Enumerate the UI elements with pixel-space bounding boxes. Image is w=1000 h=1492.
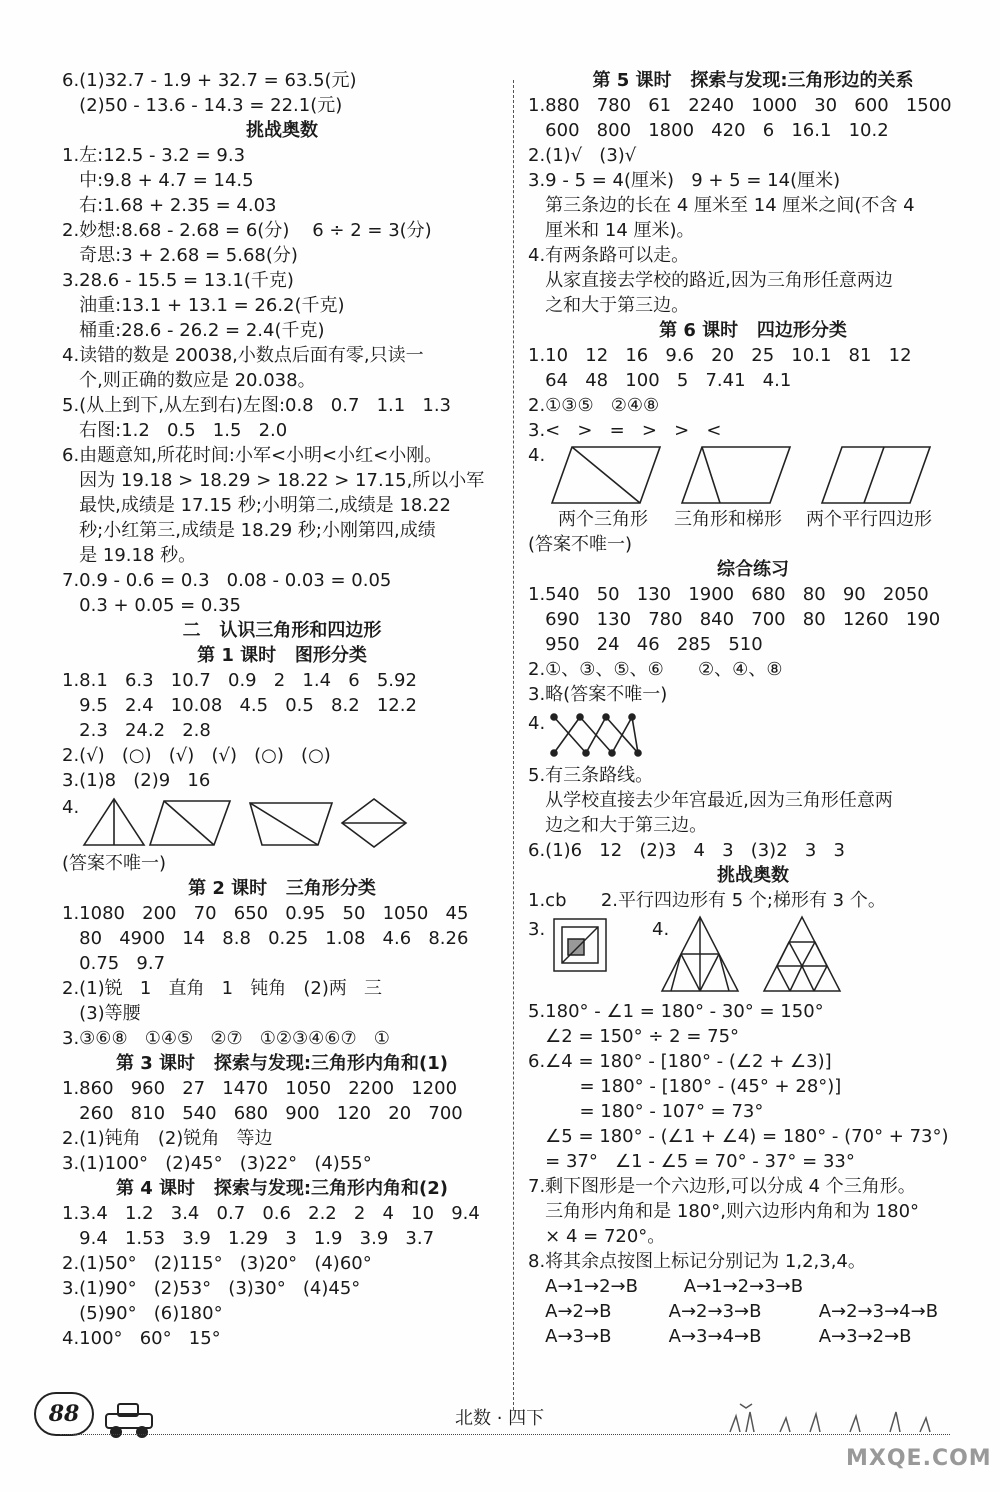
answer-line: 690 130 780 840 700 80 1260 190	[528, 609, 941, 630]
answer-line: (5)90° (6)180°	[62, 1303, 223, 1324]
answer-line: 1.540 50 130 1900 680 80 90 2050	[528, 584, 929, 605]
answer-line: 3.(1)100° (2)45° (3)22° (4)55°	[62, 1153, 372, 1174]
answer-line: 最快,成绩是 17.15 秒;小明第二,成绩是 18.22	[62, 495, 451, 516]
answer-line: 奇思:3 + 2.68 = 5.68(分)	[62, 245, 298, 266]
answer-line: (2)50 - 13.6 - 14.3 = 22.1(元)	[62, 95, 343, 116]
answer-note: (答案不唯一)	[528, 534, 633, 555]
page-footer	[0, 1392, 1000, 1452]
answer-line: 7.剩下图形是一个六边形,可以分成 4 个三角形。	[528, 1176, 916, 1197]
grass-decoration-icon	[720, 1396, 960, 1436]
answer-line: 3.28.6 - 15.5 = 13.1(千克)	[62, 270, 294, 291]
parallelogram-split-diagram	[528, 443, 978, 507]
answer-line: 第三条边的长在 4 厘米至 14 厘米之间(不含 4	[528, 195, 915, 216]
answer-line: 右:1.68 + 2.35 = 4.03	[62, 195, 277, 216]
question-number: 4.	[528, 445, 546, 466]
answer-line: 7.0.9 - 0.6 = 0.3 0.08 - 0.03 = 0.05	[62, 570, 392, 591]
caption: 两个三角形	[558, 509, 648, 530]
trapezoid-shape	[250, 803, 332, 845]
unit-heading: 二 认识三角形和四边形	[182, 620, 382, 641]
answer-line: 个,则正确的数应是 20.038。	[62, 370, 316, 391]
answer-line: 2.①、③、⑤、⑥ ②、④、⑧	[528, 659, 783, 680]
answer-line: 1.10 12 16 9.6 20 25 10.1 81 12	[528, 345, 912, 366]
caption: 两个平行四边形	[806, 509, 932, 530]
answer-line: 1.8.1 6.3 10.7 0.9 2 1.4 6 5.92	[62, 670, 417, 691]
parallelogram-figures	[528, 443, 978, 507]
lesson-heading: 第 6 课时 四边形分类	[659, 320, 847, 341]
challenge-diagrams	[528, 913, 978, 999]
footer-rule	[60, 1434, 950, 1435]
diagonal-line	[572, 447, 640, 503]
question-number: 3.	[528, 919, 546, 940]
answer-line: 260 810 540 680 900 120 20 700	[62, 1103, 463, 1124]
answer-line: 1.3.4 1.2 3.4 0.7 0.6 2.2 2 4 10 9.4	[62, 1203, 480, 1224]
answer-line: 8.将其余点按图上标记分别记为 1,2,3,4。	[528, 1251, 866, 1272]
answer-line: 之和大于第三边。	[528, 295, 690, 316]
answer-line: 1.1080 200 70 650 0.95 50 1050 45	[62, 903, 469, 924]
answer-line: 3.③⑥⑧ ①④⑤ ②⑦ ①②③④⑥⑦ ①	[62, 1028, 390, 1049]
answer-line: = 37° ∠1 - ∠5 = 70° - 37° = 33°	[528, 1151, 855, 1172]
answer-line: = 180° - [180° - (45° + 28°)]	[528, 1076, 842, 1097]
left-column	[62, 68, 502, 1351]
answer-line: 0.75 9.7	[62, 953, 166, 974]
answer-line: 9.4 1.53 3.9 1.29 3 1.9 3.9 3.7	[62, 1228, 435, 1249]
answer-line: 600 800 1800 420 6 16.1 10.2	[528, 120, 889, 141]
answer-line: 厘米和 14 厘米)。	[528, 220, 695, 241]
answer-line: 5.(从上到下,从左到右)左图:0.8 0.7 1.1 1.3	[62, 395, 452, 416]
answer-line: 6.由题意知,所花时间:小军<小明<小红<小刚。	[62, 445, 443, 466]
answer-line: (3)等腰	[62, 1003, 141, 1024]
answer-line: 1.左:12.5 - 3.2 = 9.3	[62, 145, 246, 166]
answer-line: A→1→2→B A→1→2→3→B	[528, 1276, 804, 1297]
question-number: 4.	[652, 919, 670, 940]
answer-line: A→3→B A→3→4→B A→3→2→B	[528, 1326, 912, 1347]
answer-line: 2.(√) (○) (√) (√) (○) (○)	[62, 745, 331, 766]
question-number: 4.	[528, 713, 546, 734]
answer-line: 3.< > = > > <	[528, 420, 722, 441]
answer-line: 5.180° - ∠1 = 180° - 30° = 150°	[528, 1001, 824, 1022]
answer-line: 1.cb 2.平行四边形有 5 个;梯形有 3 个。	[528, 890, 886, 911]
answer-line: 64 48 100 5 7.41 4.1	[528, 370, 792, 391]
answer-line: 6.∠4 = 180° - [180° - (∠2 + ∠3)]	[528, 1051, 832, 1072]
parallelogram-split-line	[164, 801, 214, 845]
answer-line: A→2→B A→2→3→B A→2→3→4→B	[528, 1301, 939, 1322]
answer-line: 桶重:28.6 - 26.2 = 2.4(千克)	[62, 320, 325, 341]
answer-line: 5.有三条路线。	[528, 765, 654, 786]
caption: 三角形和梯形	[674, 509, 782, 530]
answer-line: 从学校直接去少年宫最近,因为三角形任意两	[528, 790, 893, 811]
answer-line: 边之和大于第三边。	[528, 815, 708, 836]
answer-line: 6.(1)6 12 (2)3 4 3 (3)2 3 3	[528, 840, 845, 861]
answer-line: 4.读错的数是 20038,小数点后面有零,只读一	[62, 345, 424, 366]
answer-line: 2.(1)钝角 (2)锐角 等边	[62, 1128, 273, 1149]
shape-figures-left	[62, 793, 502, 851]
answer-line: 是 19.18 秒。	[62, 545, 197, 566]
lesson-heading: 第 4 课时 探索与发现:三角形内角和(2)	[115, 1178, 449, 1199]
watermark-text: MXQE.COM	[846, 1446, 992, 1471]
answer-line: 4.有两条路可以走。	[528, 245, 690, 266]
middle-cut-line	[864, 447, 884, 503]
answer-line: 2.3 24.2 2.8	[62, 720, 211, 741]
answer-note: (答案不唯一)	[62, 853, 167, 874]
figure-captions	[528, 507, 978, 532]
big-triangle-shape	[764, 917, 840, 991]
book-title: 北数 · 四下	[455, 1408, 545, 1429]
inner-square-shape	[568, 939, 584, 955]
lesson-heading: 第 2 课时 三角形分类	[188, 878, 376, 899]
answer-line: × 4 = 720°。	[528, 1226, 666, 1247]
answer-line: = 180° - 107° = 73°	[528, 1101, 764, 1122]
parallelogram-shape	[682, 447, 790, 503]
answer-line: 从家直接去学校的路近,因为三角形任意两边	[528, 270, 893, 291]
lesson-heading: 第 3 课时 探索与发现:三角形内角和(1)	[115, 1053, 449, 1074]
route-figure	[528, 707, 978, 763]
answer-line: 2.(1)50° (2)115° (3)20° (4)60°	[62, 1253, 372, 1274]
lesson-heading: 第 1 课时 图形分类	[197, 645, 367, 666]
right-column	[528, 68, 978, 1349]
answer-line: 1.860 960 27 1470 1050 2200 1200	[62, 1078, 458, 1099]
answer-line: 80 4900 14 8.8 0.25 1.08 4.6 8.26	[62, 928, 469, 949]
answer-line: 1.880 780 61 2240 1000 30 600 1500	[528, 95, 952, 116]
answer-line: 4.100° 60° 15°	[62, 1328, 221, 1349]
answer-line: 3.略(答案不唯一)	[528, 684, 668, 705]
answer-line: 右图:1.2 0.5 1.5 2.0	[62, 420, 288, 441]
answer-line: 2.(1)锐 1 直角 1 钝角 (2)两 三	[62, 978, 383, 999]
column-divider	[513, 80, 514, 1410]
challenge-figures	[528, 913, 978, 999]
answer-line: 2.妙想:8.68 - 2.68 = 6(分) 6 ÷ 2 = 3(分)	[62, 220, 432, 241]
answer-line: 中:9.8 + 4.7 = 14.5	[62, 170, 254, 191]
trapezoid-cut-line	[702, 447, 720, 503]
page-number: 88	[34, 1392, 94, 1436]
divided-shapes-diagram	[62, 793, 502, 851]
answer-line: 3.(1)8 (2)9 16	[62, 770, 211, 791]
answer-line: 6.(1)32.7 - 1.9 + 32.7 = 63.5(元)	[62, 70, 357, 91]
section-heading: 综合练习	[717, 559, 789, 580]
parallelogram-shape	[822, 447, 930, 503]
answer-line: 2.①③⑤ ②④⑧	[528, 395, 660, 416]
answer-line: ∠2 = 150° ÷ 2 = 75°	[528, 1026, 740, 1047]
answer-line: 因为 19.18 > 18.29 > 18.22 > 17.15,所以小军	[62, 470, 485, 491]
answer-line: 3.(1)90° (2)53° (3)30° (4)45°	[62, 1278, 361, 1299]
section-heading: 挑战奥数	[246, 120, 318, 141]
answer-line: 3.9 - 5 = 4(厘米) 9 + 5 = 14(厘米)	[528, 170, 841, 191]
answer-line: 三角形内角和是 180°,则六边形内角和为 180°	[528, 1201, 920, 1222]
answer-line: 秒;小红第三,成绩是 18.29 秒;小刚第四,成绩	[62, 520, 436, 541]
question-number: 4.	[62, 797, 80, 818]
answer-line: 950 24 46 285 510	[528, 634, 763, 655]
answer-line: 0.3 + 0.05 = 0.35	[62, 595, 241, 616]
answer-line: 9.5 2.4 10.08 4.5 0.5 8.2 12.2	[62, 695, 417, 716]
crossing-lines-diagram	[528, 707, 728, 763]
answer-line: ∠5 = 180° - (∠1 + ∠4) = 180° - (70° + 73°)	[528, 1126, 949, 1147]
answers-challenge	[62, 143, 502, 618]
answer-line: 2.(1)√ (3)√	[528, 145, 637, 166]
section-heading: 挑战奥数	[717, 865, 789, 886]
lesson-heading: 第 5 课时 探索与发现:三角形边的关系	[592, 70, 914, 91]
answer-line: 油重:13.1 + 13.1 = 26.2(千克)	[62, 295, 345, 316]
